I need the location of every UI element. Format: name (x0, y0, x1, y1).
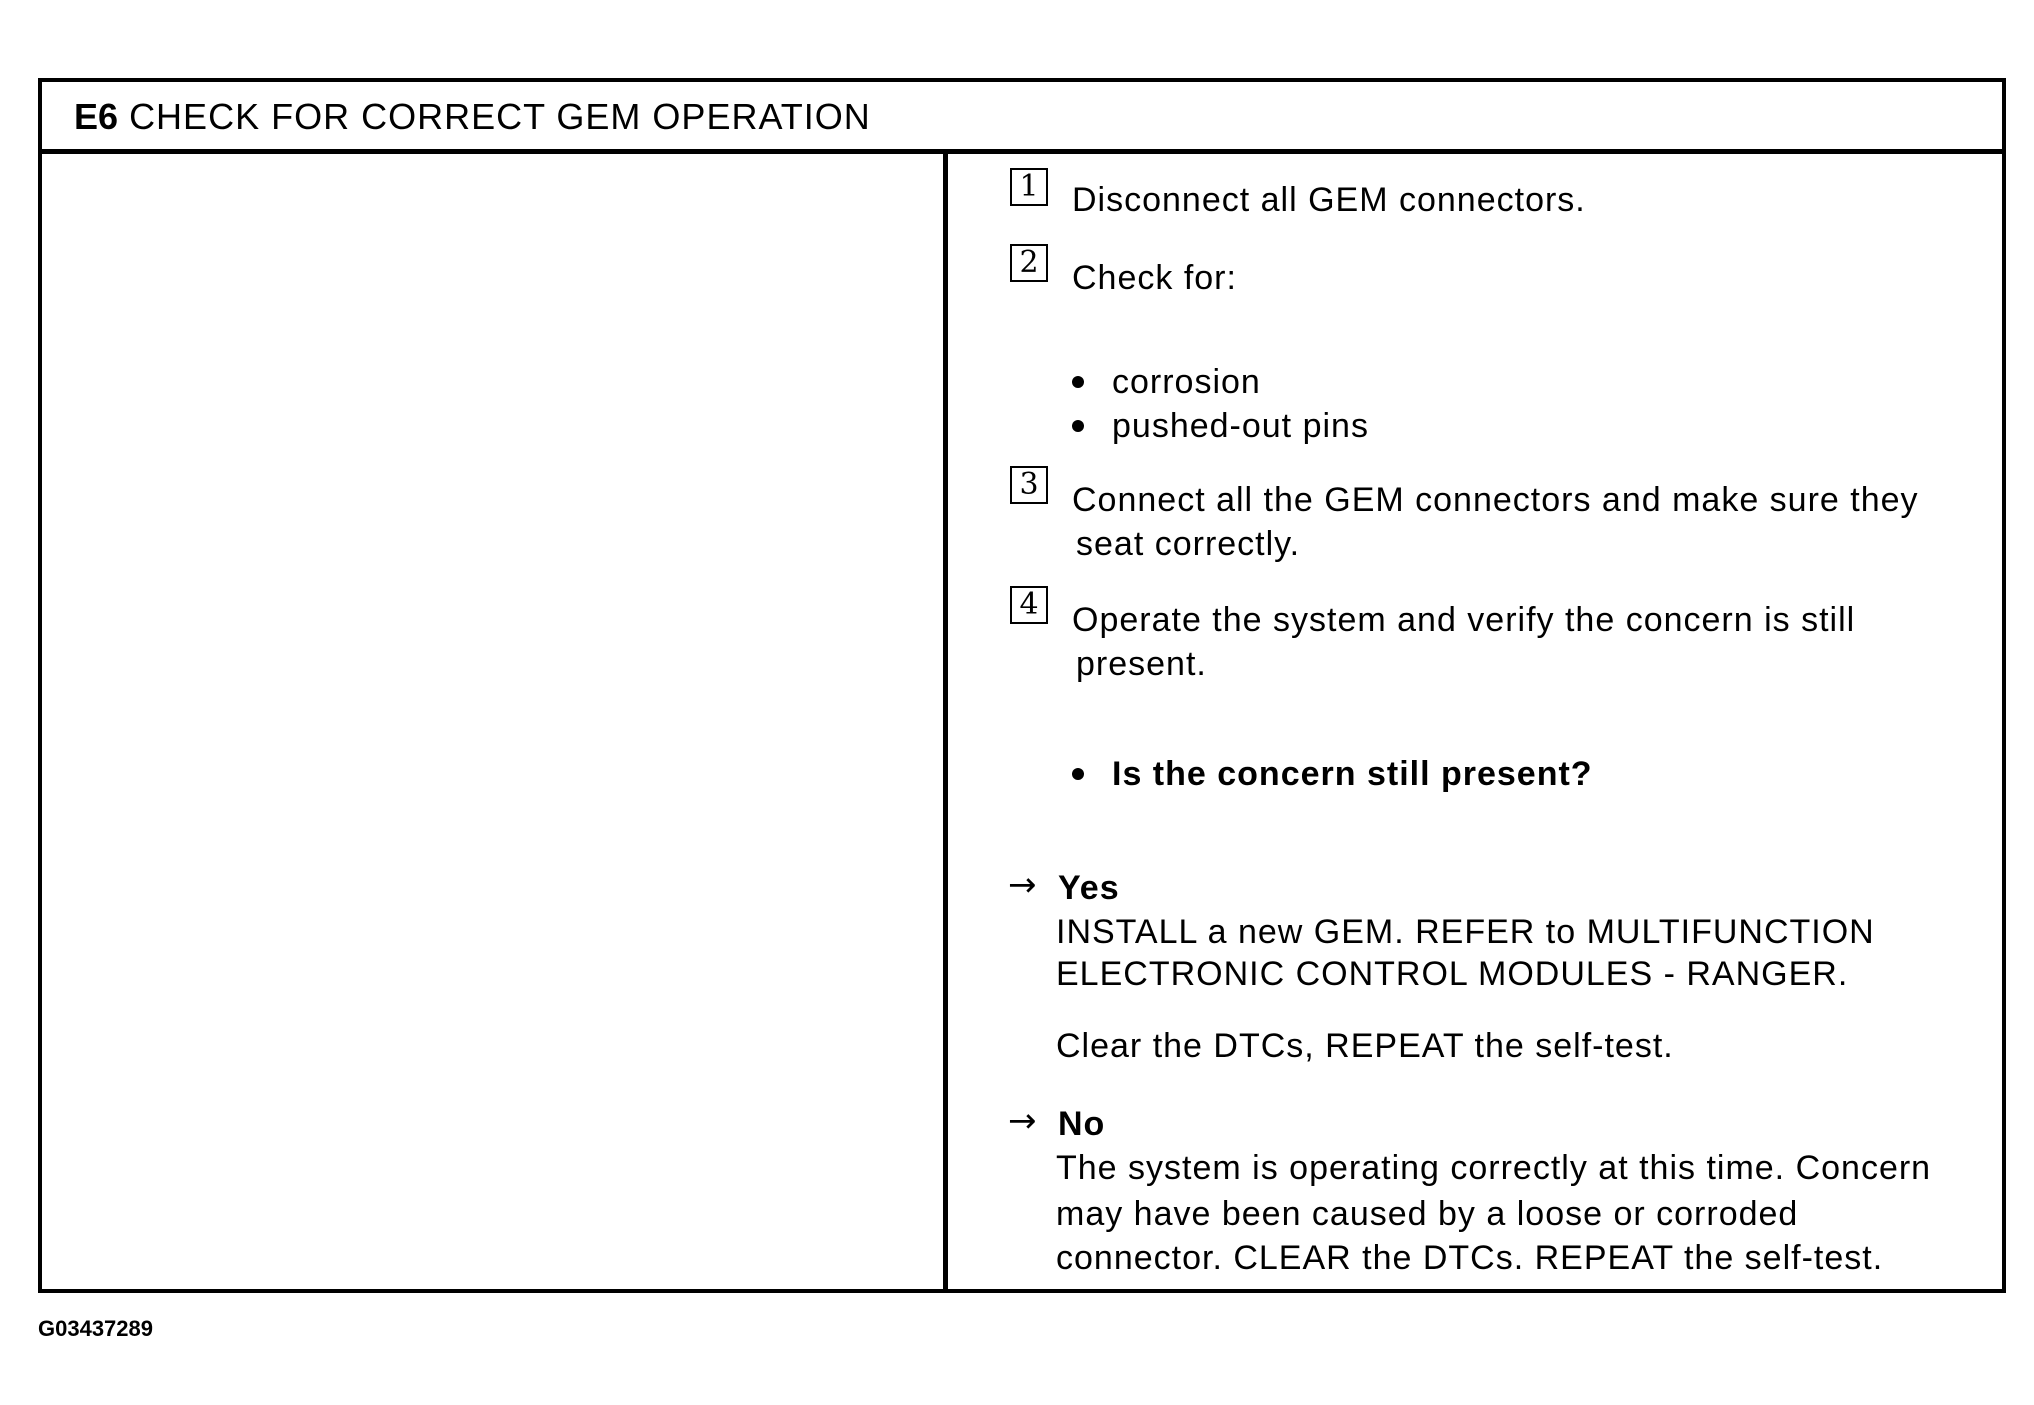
yes-text-line-2: ELECTRONIC CONTROL MODULES - RANGER. (1056, 955, 1849, 993)
right-arrow-icon: → (1008, 1101, 1037, 1141)
bullet-dot-icon (1072, 376, 1084, 388)
step-3-number-box: 3 (1010, 466, 1048, 504)
left-blank-pane (42, 154, 948, 1289)
check-item-corrosion: corrosion (1112, 363, 1261, 401)
step-2-text: Check for: (1072, 259, 1237, 297)
question-text: Is the concern still present? (1112, 755, 1593, 793)
no-label: No (1058, 1105, 1106, 1143)
step-1-text: Disconnect all GEM connectors. (1072, 181, 1586, 219)
table-header (42, 82, 2002, 154)
yes-text-line-1: INSTALL a new GEM. REFER to MULTIFUNCTION (1056, 913, 1875, 951)
check-item-pushed-out-pins: pushed-out pins (1112, 407, 1369, 445)
bullet-dot-icon (1072, 420, 1084, 432)
step-3-text-line-1: Connect all the GEM connectors and make sure they (1072, 481, 1919, 519)
step-1-number-box: 1 (1010, 168, 1048, 206)
instructions-pane (948, 154, 2002, 1289)
step-4-text-line-1: Operate the system and verify the concern is still (1072, 601, 1856, 639)
step-4-number-box: 4 (1010, 586, 1048, 624)
step-title: CHECK FOR CORRECT GEM OPERATION (129, 96, 871, 137)
diagnostic-table (38, 78, 2006, 1293)
no-text-line-3: connector. CLEAR the DTCs. REPEAT the self-test. (1056, 1239, 1884, 1277)
yes-label: Yes (1058, 869, 1120, 907)
bullet-dot-icon (1072, 768, 1084, 780)
figure-id: G03437289 (38, 1316, 153, 1341)
step-3-text-line-2: seat correctly. (1076, 525, 1301, 563)
right-arrow-icon: → (1008, 865, 1037, 905)
yes-followup-text: Clear the DTCs, REPEAT the self-test. (1056, 1027, 1674, 1065)
no-text-line-1: The system is operating correctly at this time. Concern (1056, 1149, 1932, 1187)
header-title-line (74, 96, 871, 138)
step-2-number-box: 2 (1010, 244, 1048, 282)
step-code: E6 (74, 96, 119, 137)
no-text-line-2: may have been caused by a loose or corroded (1056, 1195, 1799, 1233)
step-4-text-line-2: present. (1076, 645, 1207, 683)
